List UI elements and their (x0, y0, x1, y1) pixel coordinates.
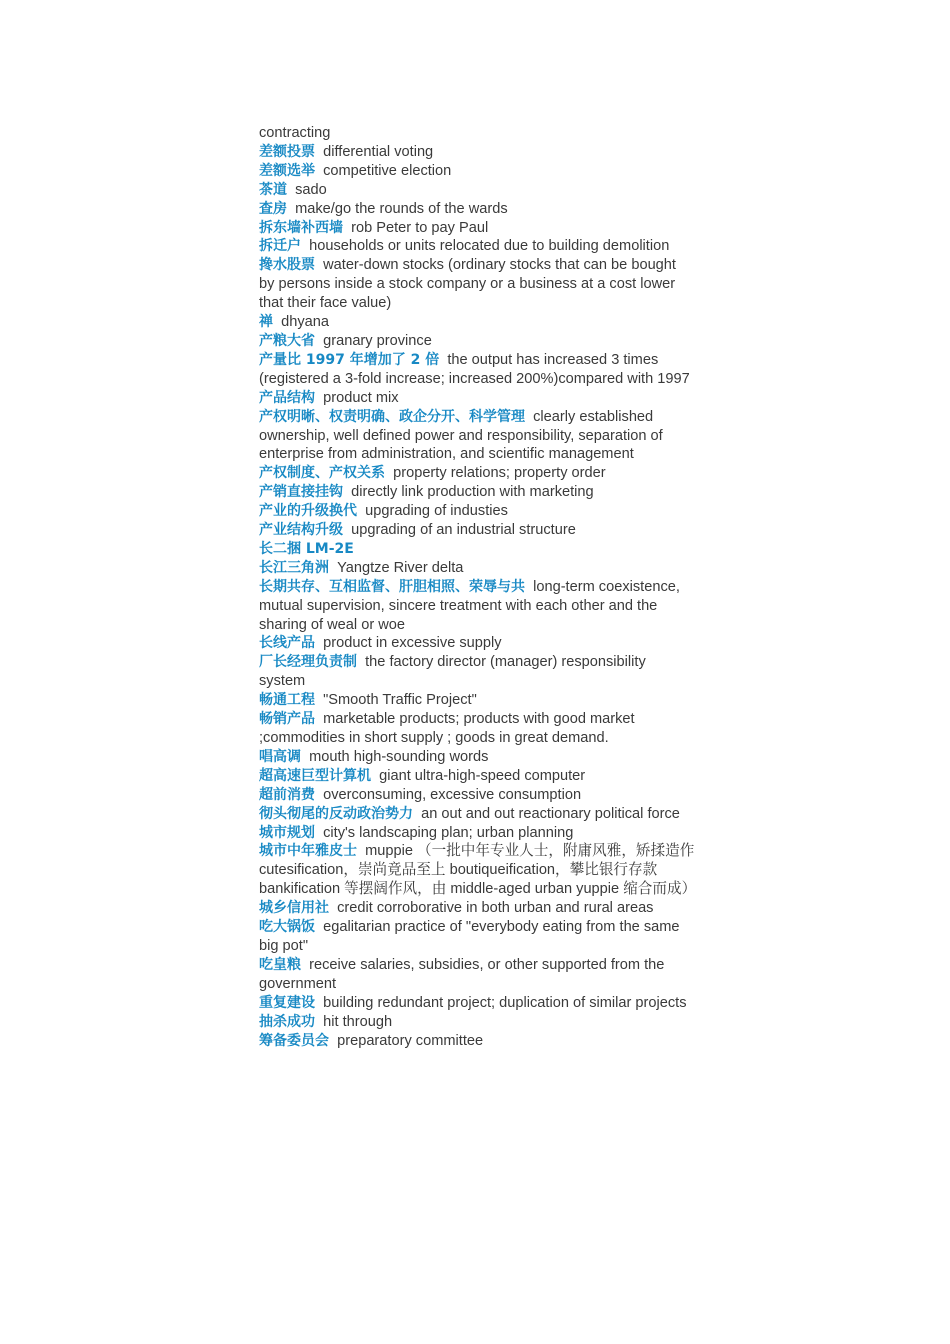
glossary-entry (259, 219, 695, 238)
continuation-text: contracting (259, 125, 331, 141)
glossary-term: 筹备委员会 (259, 1032, 329, 1049)
glossary-term: 厂长经理负责制 (259, 654, 357, 671)
glossary-entry (259, 748, 695, 767)
glossary-entry (259, 1013, 695, 1032)
glossary-definition: giant ultra-high-speed computer (379, 767, 586, 784)
glossary-definition: make/go the rounds of the wards (295, 200, 508, 217)
glossary-definition: credit corroborative in both urban and rural areas (337, 900, 654, 917)
glossary-entry (259, 502, 695, 521)
glossary-term: 产业结构升级 (259, 522, 343, 539)
glossary-term: 重复建设 (259, 994, 315, 1011)
glossary-definition: property relations; property order (393, 465, 606, 482)
glossary-entry (259, 540, 695, 559)
glossary-term: 抽杀成功 (259, 1013, 315, 1030)
glossary-entry (259, 1032, 695, 1051)
glossary-term: 长线产品 (259, 635, 315, 652)
glossary-definition: building redundant project; duplication of similar projects (323, 994, 687, 1011)
glossary-definition: mouth high-sounding words (309, 748, 489, 765)
glossary-entry (259, 483, 695, 502)
glossary-term: 差额选举 (259, 162, 315, 179)
glossary-definition: the factory director (manager) responsibility system (259, 654, 646, 690)
glossary-term: 产业的升级换代 (259, 503, 357, 520)
glossary-definition: receive salaries, subsidies, or other supported from the government (259, 956, 665, 992)
glossary-entry (259, 634, 695, 653)
glossary-term: 茶道 (259, 181, 287, 198)
glossary-definition: directly link production with marketing (351, 484, 594, 501)
glossary-term: 查房 (259, 200, 287, 217)
glossary-definition: sado (295, 181, 327, 198)
glossary-definition: Yangtze River delta (337, 559, 464, 576)
glossary-term: 唱高调 (259, 748, 301, 765)
glossary-entry (259, 162, 695, 181)
glossary-term: 产品结构 (259, 389, 315, 406)
glossary-definition: upgrading of an industrial structure (351, 522, 576, 539)
glossary-term: 拆迁户 (259, 238, 301, 255)
glossary-term: 产销直接挂钩 (259, 484, 343, 501)
glossary-definition: clearly established ownership, well defined power and responsibility, separation of enterprise from administration, and scientific management (259, 408, 663, 463)
glossary-term: 产粮大省 (259, 332, 315, 349)
glossary-definition: preparatory committee (337, 1032, 484, 1049)
glossary-entry (259, 691, 695, 710)
glossary-entry (259, 521, 695, 540)
glossary-definition: muppie （一批中年专业人士，附庸风雅，矫揉造作 cutesification，崇尚竟品至上 boutiqueification，攀比银行存款 bankification 等摆阔作风，由 middle-aged urban yuppie 缩合而成） (259, 843, 697, 898)
glossary-entry (259, 842, 695, 899)
glossary-definition: city's landscaping plan; urban planning (323, 824, 574, 841)
glossary-entry (259, 181, 695, 200)
glossary-definition: competitive election (323, 162, 452, 179)
glossary-term: 吃皇粮 (259, 956, 301, 973)
glossary-entry (259, 559, 695, 578)
glossary-term: 超高速巨型计算机 (259, 767, 371, 784)
glossary-entry (259, 408, 695, 465)
glossary-term: 禅 (259, 314, 273, 331)
glossary-term: 超前消费 (259, 786, 315, 803)
glossary-entry (259, 200, 695, 219)
glossary-definition: egalitarian practice of "everybody eating from the same big pot" (259, 919, 680, 954)
glossary-entry (259, 786, 695, 805)
glossary-entry (259, 767, 695, 786)
glossary-page (259, 124, 695, 1050)
glossary-term: 长二捆 LM-2E (259, 540, 354, 557)
glossary-entry (259, 143, 695, 162)
glossary-list (259, 143, 695, 1051)
glossary-term: 城市规划 (259, 824, 315, 841)
glossary-definition: the output has increased 3 times (registered a 3-fold increase; increased 200%)compared with 1997 (259, 351, 690, 387)
glossary-definition: marketable products; products with good market ;commodities in short supply ; goods in great demand. (259, 711, 635, 746)
glossary-term: 长期共存、互相监督、肝胆相照、荣辱与共 (259, 578, 525, 595)
glossary-term: 畅销产品 (259, 711, 315, 728)
glossary-entry (259, 918, 695, 956)
glossary-term: 差额投票 (259, 143, 315, 160)
glossary-term: 产权明晰、权责明确、政企分开、科学管理 (259, 408, 525, 425)
glossary-term: 拆东墙补西墙 (259, 219, 343, 236)
glossary-term: 长江三角洲 (259, 559, 329, 576)
glossary-entry (259, 824, 695, 843)
glossary-entry (259, 389, 695, 408)
glossary-entry (259, 332, 695, 351)
glossary-term: 产权制度、产权关系 (259, 465, 385, 482)
glossary-entry (259, 710, 695, 748)
glossary-entry (259, 313, 695, 332)
glossary-entry (259, 578, 695, 635)
glossary-entry (259, 464, 695, 483)
glossary-definition: product mix (323, 389, 399, 406)
glossary-definition: product in excessive supply (323, 635, 502, 652)
glossary-definition: "Smooth Traffic Project" (323, 692, 477, 709)
glossary-term: 城乡信用社 (259, 900, 329, 917)
glossary-definition: hit through (323, 1013, 393, 1030)
glossary-entry (259, 237, 695, 256)
glossary-definition: water-down stocks (ordinary stocks that can be bought by persons inside a stock company or a business at a cost lower that their face value) (259, 257, 676, 312)
glossary-entry (259, 351, 695, 389)
glossary-term: 彻头彻尾的反动政治势力 (259, 805, 413, 822)
glossary-definition: dhyana (281, 314, 329, 331)
glossary-definition: differential voting (323, 143, 434, 160)
glossary-definition: overconsuming, excessive consumption (323, 786, 582, 803)
glossary-term: 产量比 1997 年增加了 2 倍 (259, 351, 440, 368)
glossary-entry (259, 805, 695, 824)
glossary-definition: upgrading of industies (365, 503, 508, 520)
glossary-entry (259, 956, 695, 994)
glossary-entry (259, 256, 695, 313)
glossary-term: 畅通工程 (259, 692, 315, 709)
glossary-entry (259, 653, 695, 691)
glossary-definition: granary province (323, 332, 432, 349)
glossary-term: 城市中年雅皮士 (259, 843, 357, 860)
glossary-definition: households or units relocated due to building demolition (309, 238, 670, 255)
glossary-definition: an out and out reactionary political force (421, 805, 680, 822)
glossary-term: 吃大锅饭 (259, 919, 315, 936)
glossary-definition: rob Peter to pay Paul (351, 219, 489, 236)
glossary-definition: long-term coexistence, mutual supervision, sincere treatment with each other and the sharing of weal or woe (259, 578, 680, 633)
glossary-entry (259, 899, 695, 918)
glossary-entry (259, 994, 695, 1013)
glossary-term: 搀水股票 (259, 257, 315, 274)
